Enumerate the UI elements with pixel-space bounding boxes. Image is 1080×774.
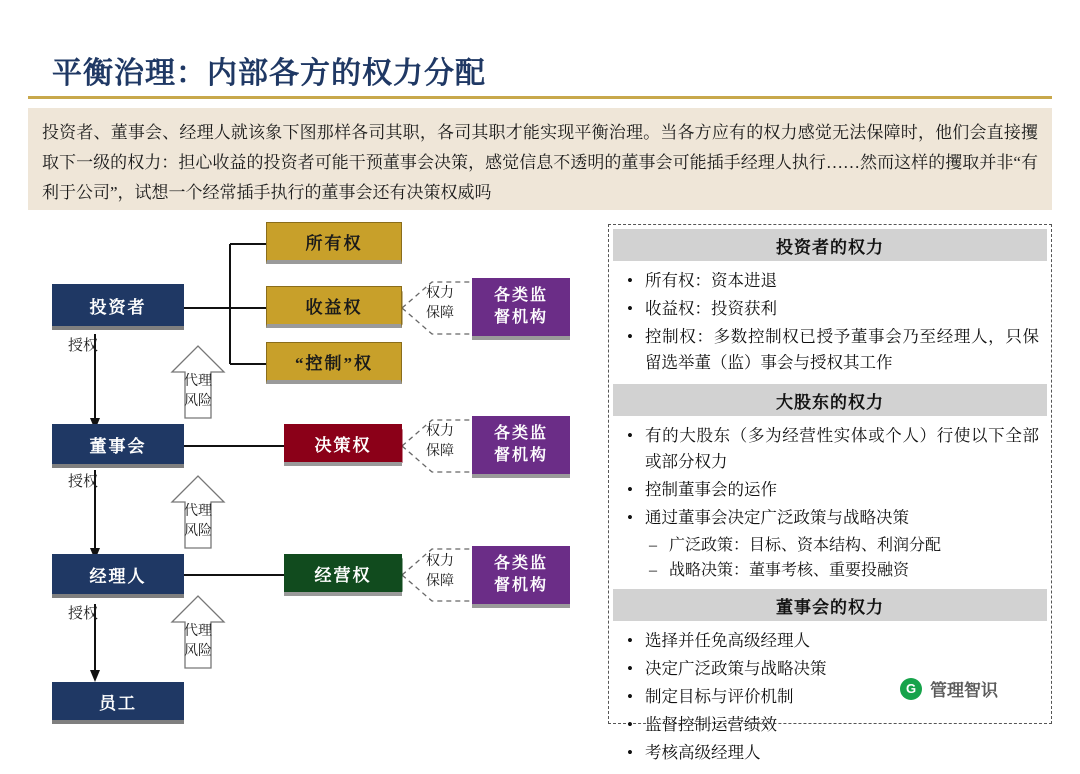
section-heading-major-shareholder: 大股东的权力 (613, 384, 1047, 416)
list-subitem: – 战略决策：董事考核、重要投融资 (623, 558, 1039, 583)
guarantee-label-1 (412, 284, 468, 324)
supervisor-2-line1: 各类监 (493, 425, 548, 442)
agency-risk-1-line2: 风险 (184, 394, 212, 409)
delegate-label-3: 授权 (68, 606, 99, 622)
node-investor (52, 284, 184, 330)
guarantee-2-line2: 保障 (426, 444, 454, 459)
node-supervisor-3 (472, 546, 570, 608)
node-ownership (266, 222, 402, 264)
node-income-right-label: 收益权 (305, 298, 363, 317)
watermark-label: 管理智识 (930, 681, 998, 700)
list-item: • 考核高级经理人 (623, 740, 1039, 766)
guarantee-1-line2: 保障 (426, 306, 454, 321)
node-supervisor-1 (472, 278, 570, 340)
node-control-right-label: “控制”权 (295, 354, 373, 373)
section-heading-board: 董事会的权力 (613, 589, 1047, 621)
list-item: • 决定广泛政策与战略决策 (623, 656, 1039, 682)
node-ownership-label: 所有权 (305, 234, 363, 253)
supervisor-3-line2: 督机构 (493, 577, 548, 594)
guarantee-3-line2: 保障 (426, 574, 454, 589)
guarantee-label-3 (412, 552, 468, 592)
agency-risk-2 (172, 502, 224, 542)
node-investor-label: 投资者 (89, 297, 147, 317)
agency-risk-3-line2: 风险 (184, 644, 212, 659)
title-divider (28, 96, 1052, 99)
agency-risk-1 (172, 372, 224, 412)
list-item: • 有的大股东（多为经营性实体或个人）行使以下全部或部分权力 (623, 423, 1039, 475)
list-item: • 监督控制运营绩效 (623, 712, 1039, 738)
node-operation-right-label: 经营权 (314, 565, 372, 585)
agency-risk-3 (172, 622, 224, 662)
node-board (52, 424, 184, 468)
supervisor-1-line1: 各类监 (493, 287, 548, 304)
section-heading-investor: 投资者的权力 (613, 229, 1047, 261)
section-body-major-shareholder (613, 416, 1047, 589)
node-decision-right-label: 决策权 (314, 435, 372, 455)
supervisor-2-line2: 督机构 (493, 447, 548, 464)
list-item: • 所有权：资本进退 (623, 268, 1039, 294)
section-body-investor (613, 261, 1047, 384)
guarantee-label-2 (412, 422, 468, 462)
node-manager-label: 经理人 (89, 566, 147, 586)
guarantee-2-line1: 权力 (426, 424, 454, 439)
node-operation-right (284, 554, 402, 596)
supervisor-1-line2: 督机构 (493, 309, 548, 326)
node-manager (52, 554, 184, 598)
node-control-right (266, 342, 402, 384)
intro-paragraph: 投资者、董事会、经理人就该象下图那样各司其职，各司其职才能实现平衡治理。当各方应有的权力感觉无法保障时，他们会直接攫取下一级的权力：担心收益的投资者可能干预董事会决策，感觉信息不透明的董事会可能插手经理人执行……然而这样的攫取并非“有利于公司”，试想一个经常插手执行的董事会还有决策权威吗 (28, 108, 1052, 210)
list-item: • 收益权：投资获利 (623, 296, 1039, 322)
node-decision-right (284, 424, 402, 466)
node-employee-label: 员工 (99, 693, 137, 713)
node-supervisor-2 (472, 416, 570, 478)
page-title: 平衡治理：内部各方的权力分配 (52, 57, 486, 90)
watermark-logo-icon: G (900, 678, 922, 700)
list-item: • 制定目标与评价机制 (623, 684, 1039, 710)
list-item: • 控制权：多数控制权已授予董事会乃至经理人，只保留选举董（监）事会与授权其工作 (623, 324, 1039, 376)
delegate-label-2: 授权 (68, 474, 99, 490)
guarantee-1-line1: 权力 (426, 286, 454, 301)
node-employee (52, 682, 184, 724)
list-item: • 选择并任免高级经理人 (623, 628, 1039, 654)
node-income-right (266, 286, 402, 328)
governance-diagram (20, 222, 600, 732)
delegate-label-1: 授权 (68, 338, 99, 354)
guarantee-3-line1: 权力 (426, 554, 454, 569)
supervisor-3-line1: 各类监 (493, 555, 548, 572)
powers-panel (608, 224, 1052, 762)
list-item: • 控制董事会的运作 (623, 477, 1039, 503)
agency-risk-3-line1: 代理 (184, 624, 212, 639)
agency-risk-2-line1: 代理 (184, 504, 212, 519)
node-board-label: 董事会 (89, 436, 147, 456)
list-item: • 通过董事会决定广泛政策与战略决策 (623, 505, 1039, 531)
watermark (900, 676, 998, 701)
agency-risk-2-line2: 风险 (184, 524, 212, 539)
list-subitem: – 广泛政策：目标、资本结构、利润分配 (623, 533, 1039, 558)
agency-risk-1-line1: 代理 (184, 374, 212, 389)
